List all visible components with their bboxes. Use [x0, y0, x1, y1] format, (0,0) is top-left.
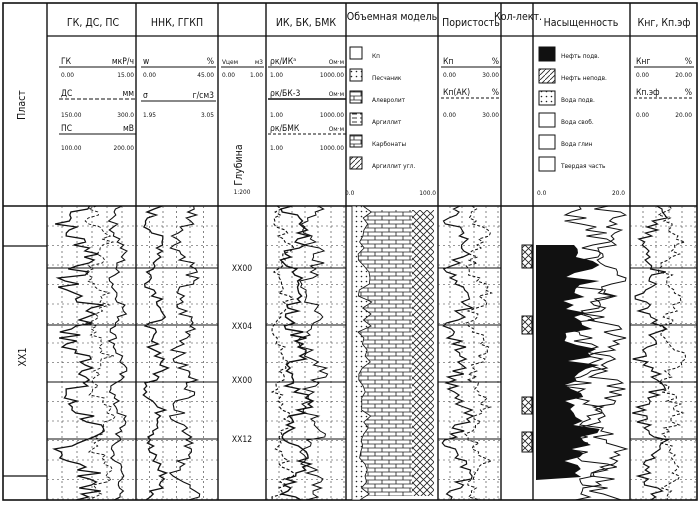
depth-mark: XX00: [231, 264, 253, 274]
log-curve: [143, 206, 168, 500]
svg-text:Аргиллит: Аргиллит: [372, 118, 402, 126]
svg-text:1000.00: 1000.00: [319, 71, 344, 79]
log-curve: [632, 206, 667, 500]
log-curve: [297, 206, 328, 500]
saturation-oil-fill: [536, 245, 600, 480]
depth-track-header: [221, 58, 264, 196]
svg-text:Vцем: Vцем: [222, 58, 238, 66]
svg-text:м3: м3: [254, 58, 263, 66]
svg-text:Аргиллит угл.: Аргиллит угл.: [372, 162, 416, 170]
svg-text:20.00: 20.00: [675, 111, 692, 119]
svg-text:ГК: ГК: [61, 57, 72, 67]
svg-text:ρк/ИКᵃ: ρк/ИКᵃ: [270, 57, 297, 67]
svg-text:1.00: 1.00: [249, 71, 263, 79]
svg-text:Кп: Кп: [443, 57, 454, 67]
depth-mark: XX04: [231, 322, 253, 332]
svg-text:1000.00: 1000.00: [319, 111, 344, 119]
depth-mark: XX12: [231, 435, 253, 445]
svg-text:1.00: 1.00: [270, 111, 284, 119]
svg-text:ρк/БМК: ρк/БМК: [270, 124, 300, 134]
svg-text:Ом·м: Ом·м: [328, 90, 344, 98]
svg-text:%: %: [684, 57, 692, 67]
svg-text:0.00: 0.00: [636, 71, 650, 79]
svg-text:45.00: 45.00: [197, 71, 214, 79]
svg-text:100.0: 100.0: [419, 189, 436, 197]
nnk-track-header: [141, 57, 216, 119]
log-curve: [442, 206, 473, 500]
svg-text:0.00: 0.00: [61, 71, 75, 79]
svg-text:σ: σ: [143, 91, 148, 101]
svg-text:Ом·м: Ом·м: [328, 125, 344, 133]
svg-text:Вода своб.: Вода своб.: [561, 118, 594, 126]
log-curve: [281, 206, 314, 500]
svg-text:200.00: 200.00: [113, 144, 134, 152]
svg-text:Вода подв.: Вода подв.: [561, 96, 595, 104]
svg-text:Кп: Кп: [372, 52, 380, 60]
gk-header: ГК, ДС, ПС: [66, 17, 120, 29]
depth-scale: 1:200: [233, 188, 251, 196]
svg-text:%: %: [491, 57, 499, 67]
svg-text:30.00: 30.00: [482, 111, 499, 119]
svg-text:Твердая часть: Твердая часть: [561, 162, 606, 170]
collector-marker: [522, 432, 532, 452]
ik-header: ИК, БК, БМК: [275, 17, 337, 29]
kng-track-header: [634, 57, 694, 119]
svg-text:ПС: ПС: [61, 124, 73, 134]
svg-text:3.05: 3.05: [200, 111, 214, 119]
svg-text:Нефть подв.: Нефть подв.: [561, 52, 600, 60]
svg-text:Нефть неподв.: Нефть неподв.: [561, 74, 607, 82]
svg-text:мм: мм: [122, 89, 134, 99]
svg-text:0.00: 0.00: [143, 71, 157, 79]
porosity-track-header: [441, 57, 501, 119]
svg-text:мВ: мВ: [122, 124, 134, 134]
svg-text:0.00: 0.00: [443, 111, 457, 119]
plast-header: Пласт: [16, 90, 28, 120]
svg-text:ДС: ДС: [61, 89, 73, 99]
log-curve: [170, 206, 200, 500]
saturation-legend: [537, 47, 625, 197]
svg-text:Кп.эф: Кп.эф: [636, 88, 660, 98]
kng-header: Кнг, Кп.эф: [637, 17, 691, 29]
collector-marker: [522, 316, 532, 334]
depth-mark: XX00: [231, 376, 253, 386]
svg-text:г/см3: г/см3: [192, 91, 214, 101]
svg-text:ρк/БК-3: ρк/БК-3: [270, 89, 301, 99]
svg-text:300.0: 300.0: [117, 111, 134, 119]
porosity-header: Пористость: [442, 17, 500, 29]
svg-text:20.00: 20.00: [675, 71, 692, 79]
svg-text:%: %: [206, 57, 214, 67]
svg-text:1.95: 1.95: [143, 111, 157, 119]
svg-text:Кп(АК): Кп(АК): [443, 88, 471, 98]
svg-text:0.00: 0.00: [443, 71, 457, 79]
log-curve: [658, 206, 685, 500]
svg-text:0.0: 0.0: [537, 189, 547, 197]
svg-text:100.00: 100.00: [61, 144, 82, 152]
collector-marker: [522, 245, 532, 268]
svg-text:Песчаник: Песчаник: [372, 74, 402, 82]
svg-text:0.0: 0.0: [345, 189, 355, 197]
model-header: Объемная модель: [346, 11, 438, 23]
svg-text:Ом·м: Ом·м: [328, 58, 344, 66]
svg-text:Карбонаты: Карбонаты: [372, 140, 407, 148]
model-legend: [345, 47, 436, 197]
gk-track-header: [59, 57, 136, 152]
ik-track-header: [268, 57, 346, 152]
svg-text:Вода глин: Вода глин: [561, 140, 593, 148]
svg-text:30.00: 30.00: [482, 71, 499, 79]
svg-text:0.00: 0.00: [636, 111, 650, 119]
depth-marks: [232, 264, 252, 445]
svg-text:150.00: 150.00: [61, 111, 82, 119]
formation-label: XX1: [17, 347, 29, 367]
nnk-header: ННК, ГГКП: [150, 17, 204, 29]
svg-text:20.0: 20.0: [611, 189, 625, 197]
svg-text:0.00: 0.00: [222, 71, 236, 79]
depth-header: Глубина: [233, 144, 245, 186]
log-curve: [109, 206, 127, 500]
collector-marker: [522, 397, 532, 414]
svg-text:Кнг: Кнг: [636, 57, 651, 67]
model-clay-fill: [412, 210, 434, 496]
svg-text:1.00: 1.00: [270, 144, 284, 152]
log-curve: [465, 206, 492, 500]
svg-text:%: %: [684, 88, 692, 98]
svg-text:1000.00: 1000.00: [319, 144, 344, 152]
log-curve: [85, 206, 116, 500]
svg-text:Алевролит: Алевролит: [372, 96, 406, 104]
svg-text:1.00: 1.00: [270, 71, 284, 79]
svg-text:15.00: 15.00: [117, 71, 134, 79]
saturation-header: Насыщенность: [543, 17, 619, 29]
svg-text:w: w: [143, 57, 150, 67]
svg-text:мкР/ч: мкР/ч: [111, 57, 134, 67]
svg-text:%: %: [491, 88, 499, 98]
collector-header: Кол-лект.: [494, 11, 542, 23]
